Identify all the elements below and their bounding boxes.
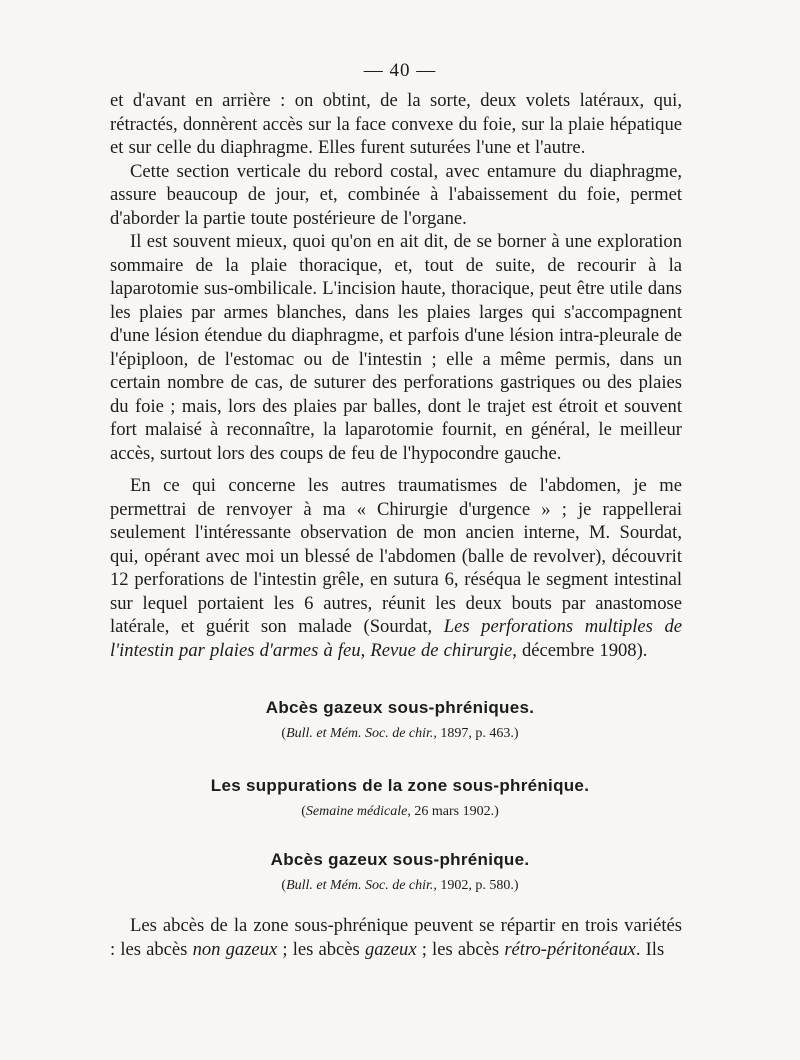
emphasis: gazeux <box>364 938 417 960</box>
journal-title: Revue de chirurgie <box>370 639 513 661</box>
body-text-sourdat <box>110 474 682 662</box>
emphasis: non gazeux <box>192 938 278 960</box>
paragraph-costal-section: Cette section verticale du rebord costal, avec entamure du diaphragme, assure beaucoup de jour, et, combinée à l'abaissement du foie, permet d'aborder la partie toute postérieure de l'organe. <box>110 160 682 229</box>
text-span: Les abcès de la zone sous-phrénique peuvent se répartir en trois variétés : les abcès <box>110 915 682 960</box>
emphasis: rétro-péritonéaux <box>504 938 636 960</box>
section-citation <box>0 804 800 820</box>
text-span: ; les abcès <box>277 938 365 960</box>
text-span: ; les abcès <box>416 938 505 960</box>
section-heading: Abcès gazeux sous-phréniques. <box>265 698 535 717</box>
body-text-final <box>110 914 682 961</box>
citation-source: Semaine médicale <box>305 804 408 819</box>
text-span: ( <box>281 726 287 741</box>
text-span: , décembre 1908). <box>512 639 648 661</box>
section-citation <box>0 878 800 894</box>
text-span: En ce qui concerne les autres traumatismes de l'abdomen, je me permettrai de renvoyer à ma « Chirurgie d'urgence » ; je rappellerai seulement l'intéressante observation de mon ancien interne, M. Sourdat, qui, opérant avec moi un blessé de l'abdomen (balle de revolver), découvrit 12 perforations de l'intestin grêle, en sutura 6, réséqua le segment intestinal sur lequel portaient les 6 autres, réunit les deux bouts par anastomose latérale, et guérit son malade (Sourdat, <box>110 475 682 637</box>
paragraph-sourdat <box>110 474 682 662</box>
text-span: , 26 mars 1902.) <box>407 804 499 819</box>
section-heading: Les suppurations de la zone sous-phrénique. <box>210 776 590 795</box>
text-span: ( <box>301 804 306 819</box>
page-number: — 40 — <box>363 60 437 81</box>
paragraph-continuation: et d'avant en arrière : on obtint, de la sorte, deux volets latéraux, qui, rétractés, donnèrent accès sur la face convexe du foie, sur la plaie hépatique et sur celle du diaphragme. Elles furent suturées l'une et l'autre. <box>110 90 682 158</box>
paragraph-exploration: Il est souvent mieux, quoi qu'on en ait dit, de se borner à une exploration sommaire de la plaie thoracique, et, tout de suite, de recourir à la laparotomie sus-ombilicale. L'incision haute, thoracique, peut être utile dans les plaies par armes blanches, dans les plaies larges qui s'accompagnent d'une lésion étendue du diaphragme, et parfois d'une lésion intra-pleurale de l'épiploon, de l'estomac ou de l'intestin ; elle a même permis, dans un certain nombre de cas, de suturer des perforations gastriques ou des plaies du foie ; mais, lors des plaies par balles, dont le trajet est étroit et souvent fort malaisé à reconnaître, la laparotomie fournit, en général, le meilleur accès, surtout lors des coups de feu de l'hypocondre gauche. <box>110 231 682 464</box>
text-span: . Ils <box>635 938 665 960</box>
citation-source: Bull. et Mém. Soc. de chir. <box>286 878 434 893</box>
section-heading: Abcès gazeux sous-phrénique. <box>270 850 530 869</box>
text-span: , 1897, p. 463.) <box>433 726 519 741</box>
section-citation <box>0 726 800 742</box>
article-title: Les perforations multiples de l'intestin par plaies d'armes à feu <box>110 616 682 661</box>
text-span: , <box>360 639 371 661</box>
citation-source: Bull. et Mém. Soc. de chir. <box>286 726 434 741</box>
body-text-top <box>110 89 682 465</box>
text-span: ( <box>281 878 287 893</box>
text-span: , 1902, p. 580.) <box>433 878 519 893</box>
paragraph-varieties <box>110 914 682 961</box>
